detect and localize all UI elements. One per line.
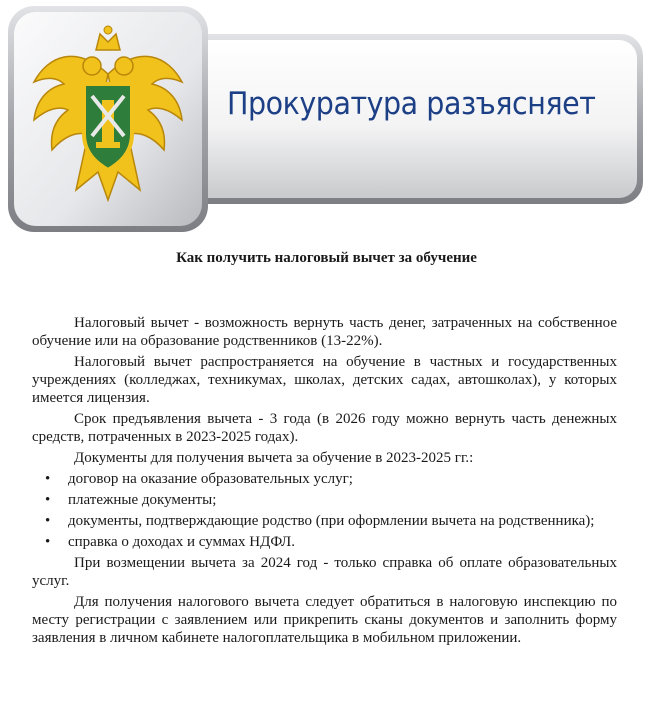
paragraph: Для получения налогового вычета следует обратиться в налоговую инспекцию по месту регистрации с заявлением или прикрепить сканы документов и заполнить форму заявления в личном кабинете налогоплательщика в мобильном приложении. <box>32 594 617 646</box>
bullet-icon: • <box>45 471 51 487</box>
banner-title: Прокуратура разъясняет <box>226 86 596 122</box>
bullet-icon: • <box>45 492 51 508</box>
paragraph: При возмещении вычета за 2024 год - только справка об оплате образовательных услуг. <box>32 555 617 589</box>
list-item: • платежные документы; <box>45 492 217 508</box>
list-item: • справка о доходах и суммах НДФЛ. <box>45 534 295 550</box>
paragraph: Срок предъявления вычета - 3 года (в 2026 году можно вернуть часть денежных средств, потраченных в 2023-2025 годах). <box>32 411 617 445</box>
bullet-icon: • <box>45 534 51 550</box>
paragraph: Налоговый вычет - возможность вернуть часть денег, затраченных на собственное обучение или на образование родственников (13-22%). <box>32 315 617 349</box>
list-item: • договор на оказание образовательных услуг; <box>45 471 353 487</box>
document-heading: Как получить налоговый вычет за обучение <box>176 250 477 266</box>
header-banner <box>6 4 647 236</box>
paragraph: Налоговый вычет распространяется на обучение в частных и государственных учреждениях (колледжах, техникумах, школах, детских садах, автошколах), у которых имеется лицензия. <box>32 354 617 406</box>
document-page <box>0 236 653 712</box>
bullet-icon: • <box>45 513 51 529</box>
list-item: • документы, подтверждающие родство (при оформлении вычета на родственника); <box>45 513 595 529</box>
document-body <box>32 314 617 650</box>
paragraph: Документы для получения вычета за обучение в 2023-2025 гг.: <box>74 450 474 466</box>
